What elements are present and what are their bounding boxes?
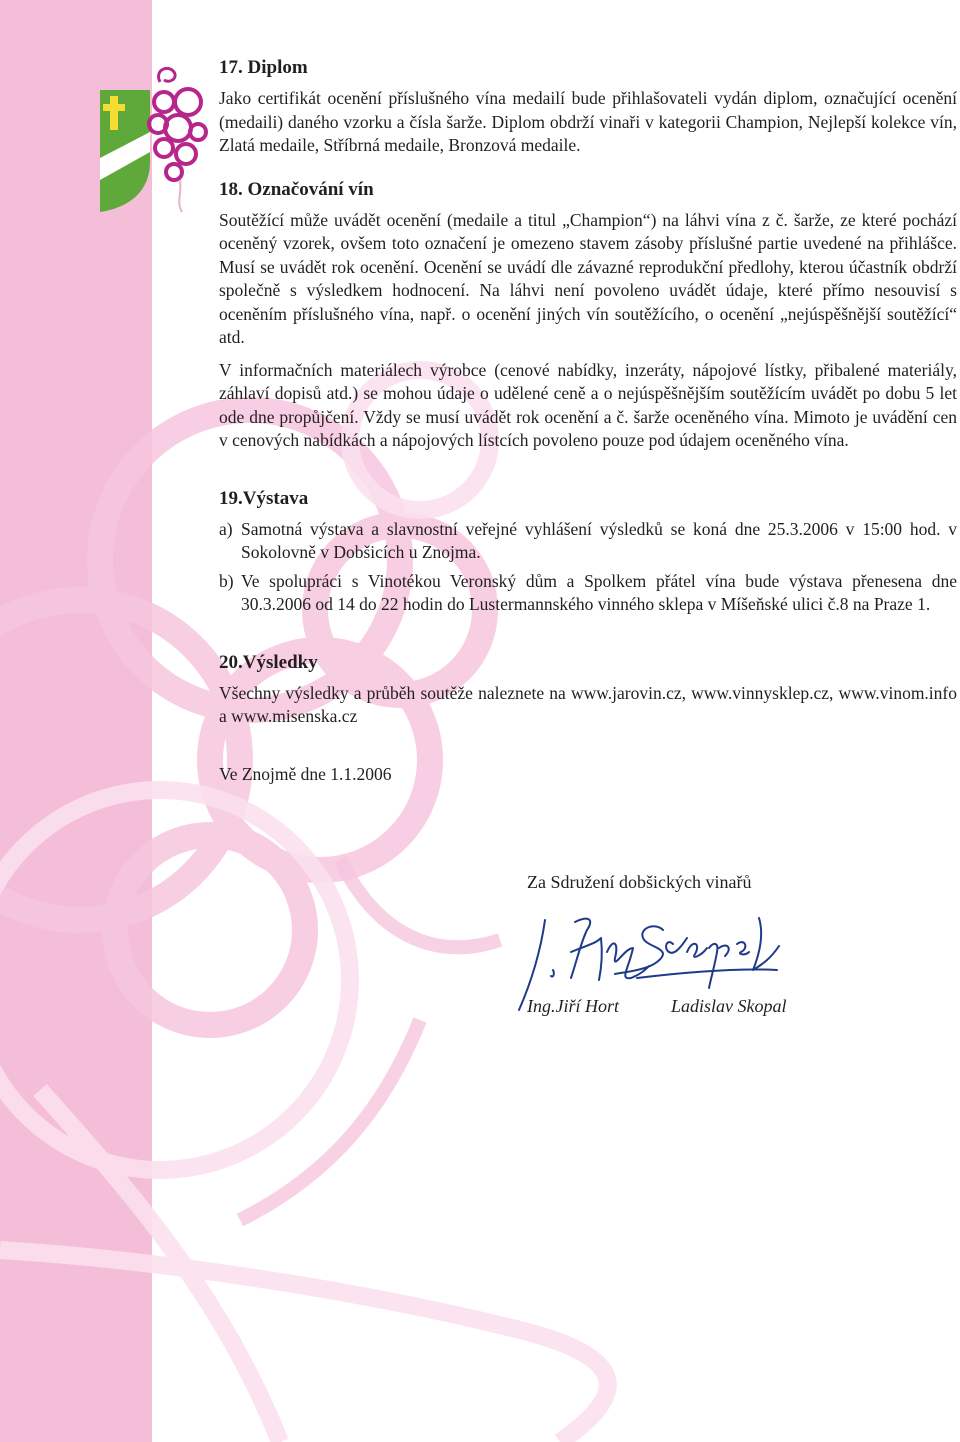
list-item (219, 518, 957, 565)
paragraph: Jako certifikát ocenění příslušného vína medailí bude přihlašovateli vydán diplom, označující ocenění (medaili) daného vzorku a čísla šarže. Diplom obdrží vinaři v kategorii Champion, Nejlepší kolekce vín, Zlatá medaile, Stříbrná medaile, Bronzová medaile. (219, 88, 957, 155)
signature-organization: Za Sdružení dobšických vinařů (527, 872, 752, 892)
paragraph: Soutěžící může uvádět ocenění (medaile a titul „Champion“) na láhvi vína z č. šarže, ze které pochází oceněný vzorek, ovšem toto označení je omezeno stavem zásoby příslušné partie uvedené na přihlášce. Musí se uvádět rok ocenění. Ocenění se uvádí dle závazné reprodukční předlohy, kterou účastník obdrží společně s výsledkem hodnocení. Na láhvi není povoleno uvádět údaje, které přímo nesouvisí s oceněním příslušného vína, např. o ocenění jiných vín soutěžícího, o ocenění „nejúspěšnější soutěžící“ atd. (219, 209, 957, 347)
list-item (219, 570, 957, 617)
section-vysledky (219, 651, 957, 729)
section-heading: 20.Výsledky (219, 651, 318, 673)
signature-block (527, 870, 827, 1016)
list-text: Samotná výstava a slavnostní veřejné vyhlášení výsledků se koná dne 25.3.2006 v 15:00 hod. v Sokolovně v Dobšicích u Znojma. (241, 518, 957, 562)
section-vystava (219, 487, 957, 617)
signer-name: Ing.Jiří Hort (527, 996, 619, 1016)
paragraph: Všechny výsledky a průběh soutěže naleznete na www.jarovin.cz, www.vinnysklep.cz, www.vinom.info a www.misenska.cz (219, 682, 957, 726)
place-date: Ve Znojmě dne 1.1.2006 (219, 763, 392, 784)
section-heading: 18. Označování vín (219, 178, 374, 200)
section-diplom (219, 56, 957, 158)
section-heading: 17. Diplom (219, 57, 308, 78)
logo (98, 62, 210, 214)
paragraph: V informačních materiálech výrobce (cenové nabídky, inzeráty, nápojové lístky, přibalené materiály, záhlaví dopisů atd.) se mohou údaje o udělené ceně a o nejúspěšnějším soutěžícím uvádět po dobu 5 let ode dne propůjčení. Vždy se musí uvádět rok ocenění a č. šarže oceněného vína. Mimoto je uvádění cen v cenových nabídkách a nápojových lístcích povoleno pouze pod údajem oceněného vína. (219, 359, 957, 450)
section-oznacovani-vin (219, 178, 957, 453)
section-heading: 19.Výstava (219, 487, 309, 509)
document-body (219, 56, 957, 786)
list-marker: b) (219, 570, 234, 591)
signer-name: Ladislav Skopal (671, 996, 787, 1016)
list-text: Ve spolupráci s Vinotékou Veronský dům a Spolkem přátel vína bude výstava přenesena dne 30.3.2006 od 14 do 22 hodin do Lustermannského vinného sklepa v Míšeňské ulici č.8 na Praze 1. (241, 570, 957, 614)
list-marker: a) (219, 518, 233, 539)
